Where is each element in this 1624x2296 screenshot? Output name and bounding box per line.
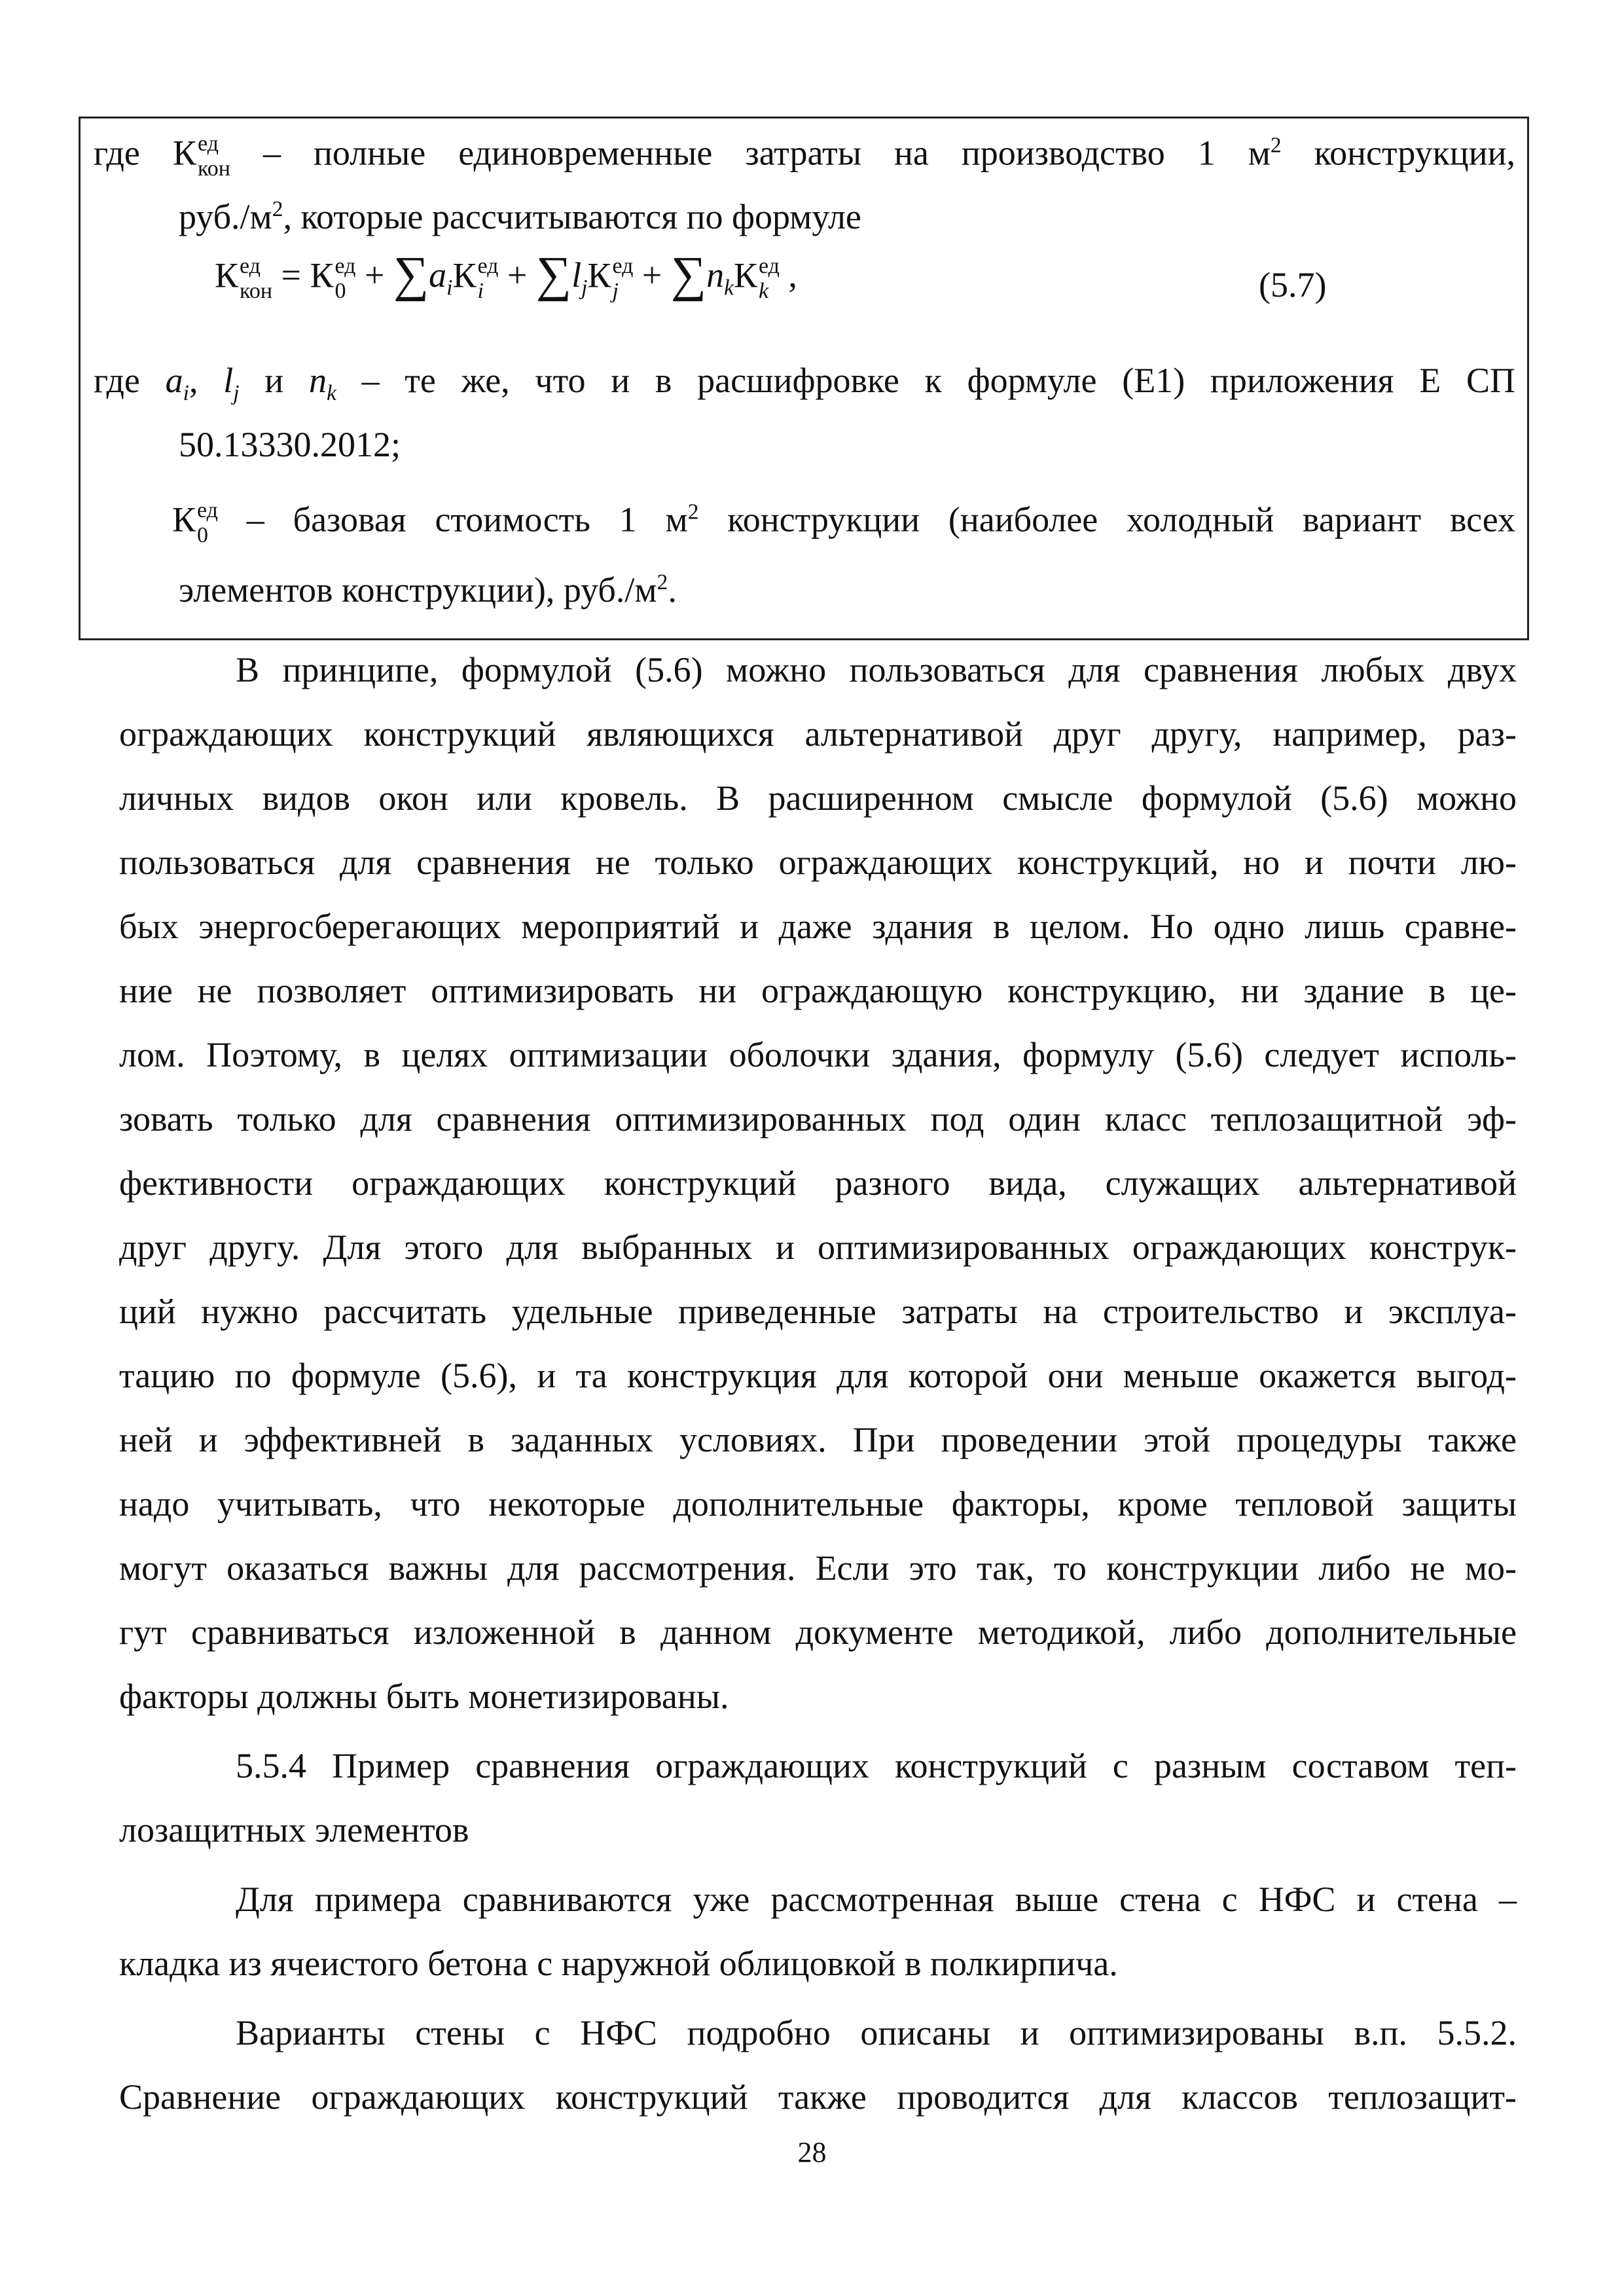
paragraph-line: зовать только для сравнения оптимизированных под один класс теплозащитной эф-	[119, 1099, 1517, 1139]
paragraph-line: могут оказаться важны для рассмотрения. Если это так, то конструкции либо не мо-	[119, 1548, 1517, 1588]
paragraph-line: ограждающих конструкций являющихся альтернативой друг другу, например, раз-	[119, 714, 1517, 754]
paragraph-line: тацию по формуле (5.6), и та конструкция для которой они меньше окажется выгод-	[119, 1356, 1517, 1395]
paragraph-line: пользоваться для сравнения не только ограждающих конструкций, но и почти лю-	[119, 843, 1517, 882]
paragraph-line: надо учитывать, что некоторые дополнительные факторы, кроме тепловой защиты	[119, 1484, 1517, 1523]
def-line-6: К ед 0 – базовая стоимость 1 $м^2$ конструкции (наиболее холодный вариант всех	[172, 498, 1516, 547]
def-line-1: где К ед кон – полные единовременные затраты на производство 1 $м^2$ конструкции,	[94, 132, 1515, 181]
def-line-7: элементов конструкции), $руб./м^2$.	[179, 570, 677, 610]
def-tail-1: конструкции,	[1314, 133, 1515, 173]
def-line-2: $руб./м^2$, которые рассчитываются по формуле	[179, 197, 861, 236]
paragraph-line: ций нужно рассчитать удельные приведенные затраты на строительство и эксплуа-	[119, 1292, 1517, 1331]
paragraph-line: Сравнение ограждающих конструкций также проводится для классов теплозащит-	[119, 2077, 1517, 2117]
paragraph-line: Варианты стены с НФС подробно описаны и оптимизированы в.п. 5.5.2.	[236, 2013, 1517, 2052]
formula-number: (5.7)	[1259, 265, 1327, 304]
definitions-box	[79, 117, 1529, 640]
def-text-1: – полные единовременные затраты на производство 1 м	[262, 133, 1271, 173]
symbol-k0: К ед 0	[172, 498, 218, 547]
paragraph-line: ней и эффективней в заданных условиях. При проведении этой процедуры также	[119, 1420, 1517, 1459]
section-heading-5-5-4: 5.5.4 Пример сравнения ограждающих конструкций с разным составом теп-	[236, 1746, 1517, 1785]
paragraph-line: В принципе, формулой (5.6) можно пользоваться для сравнения любых двух	[236, 650, 1517, 689]
def-line-5: 50.13330.2012;	[179, 425, 401, 464]
paragraph-line: кладка из ячеистого бетона с наружной облицовкой в полкирпича.	[119, 1944, 1118, 1983]
paragraph-line: бых энергосберегающих мероприятий и даже здания в целом. Но одно лишь сравне-	[119, 907, 1517, 946]
paragraph-line: факторы должны быть монетизированы.	[119, 1677, 729, 1716]
paragraph-line: гут сравниваться изложенной в данном документе методикой, либо дополнительные	[119, 1613, 1517, 1652]
symbol-k-kon: К ед кон	[172, 132, 230, 181]
paragraph-line: лом. Поэтому, в целях оптимизации оболочки здания, формулу (5.6) следует исполь-	[119, 1035, 1517, 1074]
def-line-4: где $a_i$, $l_j$ и $n_k$ – те же, что и в расшифровке к формуле (Е1) приложения Е СП	[94, 361, 1516, 405]
paragraph-line: Для примера сравниваются уже рассмотренная выше стена с НФС и стена –	[236, 1880, 1517, 1919]
page-number: 28	[797, 2136, 827, 2168]
word-gde: где	[94, 133, 140, 173]
paragraph-line: личных видов окон или кровель. В расширенном смысле формулой (5.6) можно	[119, 778, 1517, 818]
paragraph-line: друг другу. Для этого для выбранных и оптимизированных ограждающих конструк-	[119, 1228, 1517, 1267]
paragraph-line: фективности ограждающих конструкций разного вида, служащих альтернативой	[119, 1163, 1517, 1203]
paragraph-line: ние не позволяет оптимизировать ни ограждающую конструкцию, ни здание в це-	[119, 971, 1517, 1010]
formula-5-7: К ед кон = К ед 0 + $\sum a_iК$ ед i + $\sum l_jК$ ед j + $\sum n_kК$ ед k ,	[215, 247, 797, 303]
section-heading-5-5-4-cont: лозащитных элементов	[119, 1810, 469, 1850]
